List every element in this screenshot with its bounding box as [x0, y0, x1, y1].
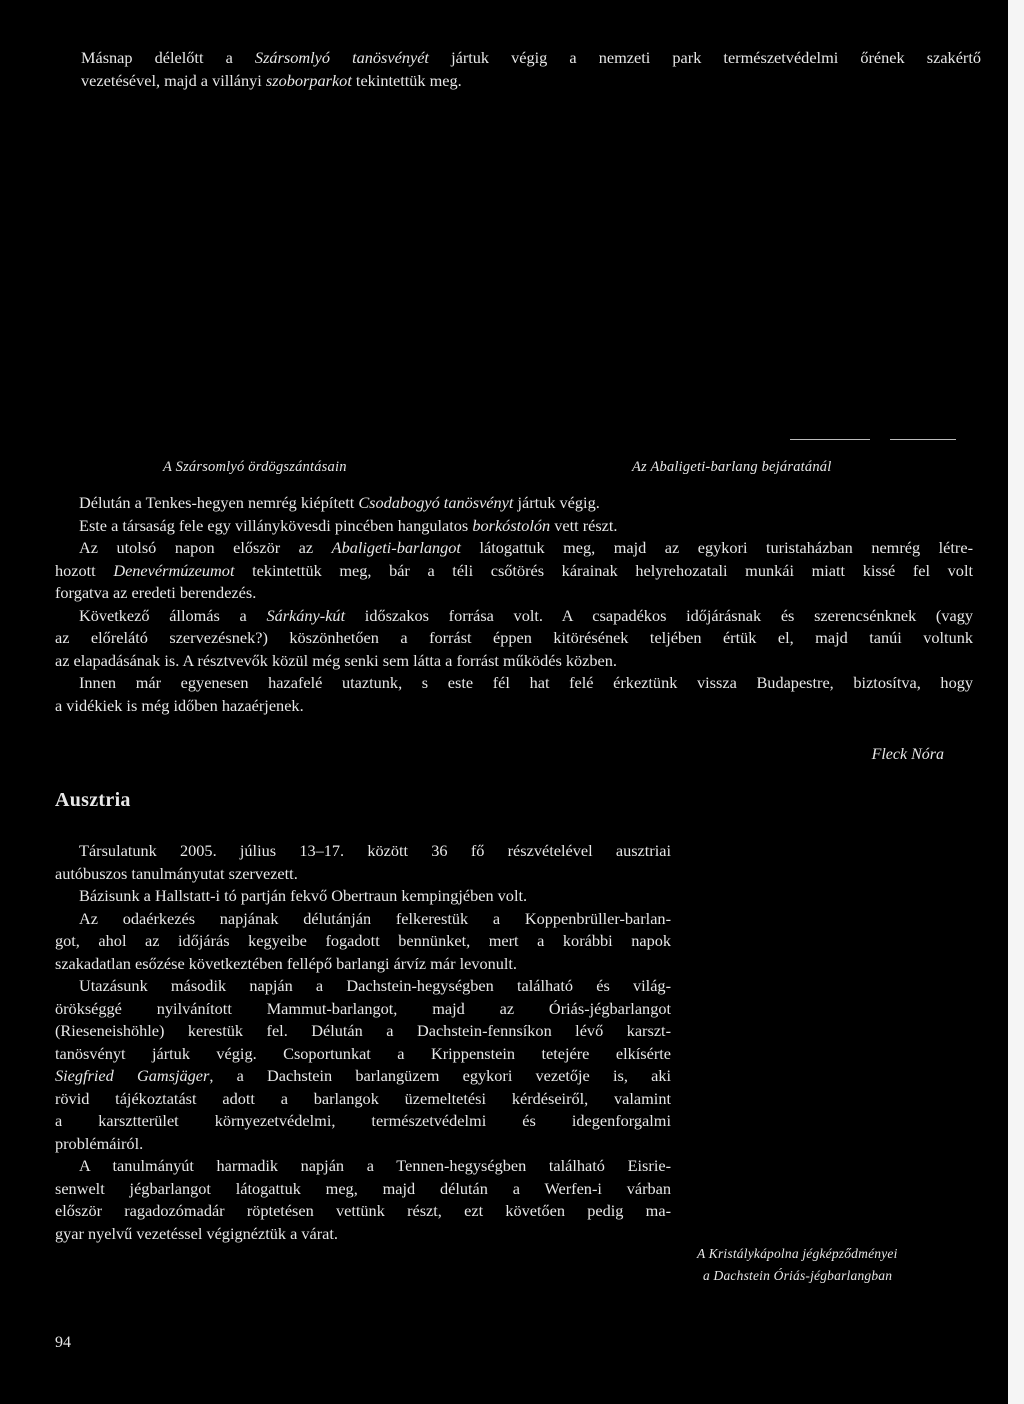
text-line: az előrelátó szervezésnek?) köszönhetően a forrást éppen kitörésének teljében értük el, majd tanúi voltunk	[55, 628, 973, 647]
text-line: senwelt jégbarlangot látogattuk meg, majd délután a Werfen-i várban	[55, 1178, 671, 1198]
text-line: Bázisunk a Hallstatt-i tó partján fekvő Obertraun kempingjében volt.	[79, 886, 528, 905]
caption-kristaly-1: A Kristálykápolna jégképződményei	[697, 1246, 898, 1261]
text-line: (Rieseneishöhle) kerestük fel. Délután a Dachstein-fennsíkon lévő karszt-	[55, 1021, 671, 1040]
text-line: Az odaérkezés napjának délutánján felkerestük a Koppenbrüller-barlan-	[79, 908, 671, 928]
text-line: Este a társaság fele egy villánykövesdi pincében hangulatos borkóstolón vett részt.	[79, 515, 618, 535]
photo-edge-rule	[890, 439, 956, 440]
body-text-2	[55, 840, 671, 1245]
caption-szarsomlyo: A Szársomlyó ördögszántásain	[163, 459, 347, 475]
section-title: Ausztria	[55, 789, 131, 811]
text-line: szakadatlan esőzése következtében fellépő barlangi árvíz már levonult.	[55, 953, 517, 973]
text-line: tanösvényt jártuk végig. Csoportunkat a Krippenstein tetejére elkísérte	[55, 1043, 671, 1063]
text-line: Siegfried Gamsjäger, a Dachstein barlangüzem egykori vezetője is, aki	[55, 1066, 671, 1085]
author-signature: Fleck Nóra	[871, 746, 944, 763]
text-line: Társulatunk 2005. július 13–17. között 36 fő részvételével ausztriai	[79, 841, 671, 860]
text-line: Utazásunk második napján a Dachstein-hegységben található és világ-	[79, 976, 671, 995]
text-line: autóbuszos tanulmányutat szervezett.	[55, 863, 298, 883]
text-line: a vidékiek is még időben hazaérjenek.	[55, 695, 304, 715]
text-line: forgatva az eredeti berendezés.	[55, 583, 257, 602]
text-line: gyar nyelvű vezetéssel végignéztük a várat.	[55, 1223, 338, 1243]
text-line: örökséggé nyilvánított Mammut-barlangot, majd az Óriás-jégbarlangot	[55, 998, 671, 1018]
text-line: Következő állomás a Sárkány-kút időszakos forrása volt. A csapadékos időjárásnak és szerencsénknek (vagy	[79, 605, 973, 625]
text-line: rövid tájékoztatást adott a barlangok üzemeltetési kérdéseiről, valamint	[55, 1088, 671, 1108]
text-line: problémáiról.	[55, 1133, 144, 1153]
photo-edge-rule	[790, 439, 870, 440]
text-line: először ragadozómadár röptetésen vettünk részt, ezt követően pedig ma-	[55, 1201, 671, 1220]
text-line: Délután a Tenkes-hegyen nemrég kiépített Csodabogyó tanösvényt jártuk végig.	[79, 493, 600, 512]
page-edge	[1008, 0, 1024, 1404]
caption-kristaly-2: a Dachstein Óriás-jégbarlangban	[703, 1268, 893, 1283]
text-line: az elapadásának is. A résztvevők közül még senki sem látta a forrást működés közben.	[55, 650, 617, 670]
intro-paragraph	[81, 47, 981, 92]
body-text-1	[55, 492, 973, 717]
text-line: a karsztterület környezetvédelmi, természetvédelmi és idegenforgalmi	[55, 1111, 671, 1130]
caption-abaligeti: Az Abaligeti-barlang bejáratánál	[632, 459, 832, 475]
text-line: Az utolsó napon először az Abaligeti-barlangot látogattuk meg, majd az egykori turistaházban nemrég létre-	[79, 538, 973, 557]
page-number: 94	[55, 1334, 71, 1351]
text-line: hozott Denevérmúzeumot tekintettük meg, bár a téli csőtörés kárainak helyrehozatali munkái miatt kissé fel volt	[55, 560, 973, 580]
text-line: Másnap délelőtt a Szársomlyó tanösvényét jártuk végig a nemzeti park természetvédelmi őrének szakértő	[81, 48, 982, 67]
text-line: Innen már egyenesen hazafelé utaztunk, s este fél hat felé érkeztünk vissza Budapestre, biztosítva, hogy	[79, 673, 973, 692]
text-line: vezetésével, majd a villányi szoborparkot tekintettük meg.	[81, 70, 462, 90]
text-line: A tanulmányút harmadik napján a Tennen-hegységben található Eisrie-	[79, 1156, 671, 1175]
text-line: got, ahol az időjárás kegyeibe fogadott bennünket, mert a korábbi napok	[55, 931, 671, 950]
